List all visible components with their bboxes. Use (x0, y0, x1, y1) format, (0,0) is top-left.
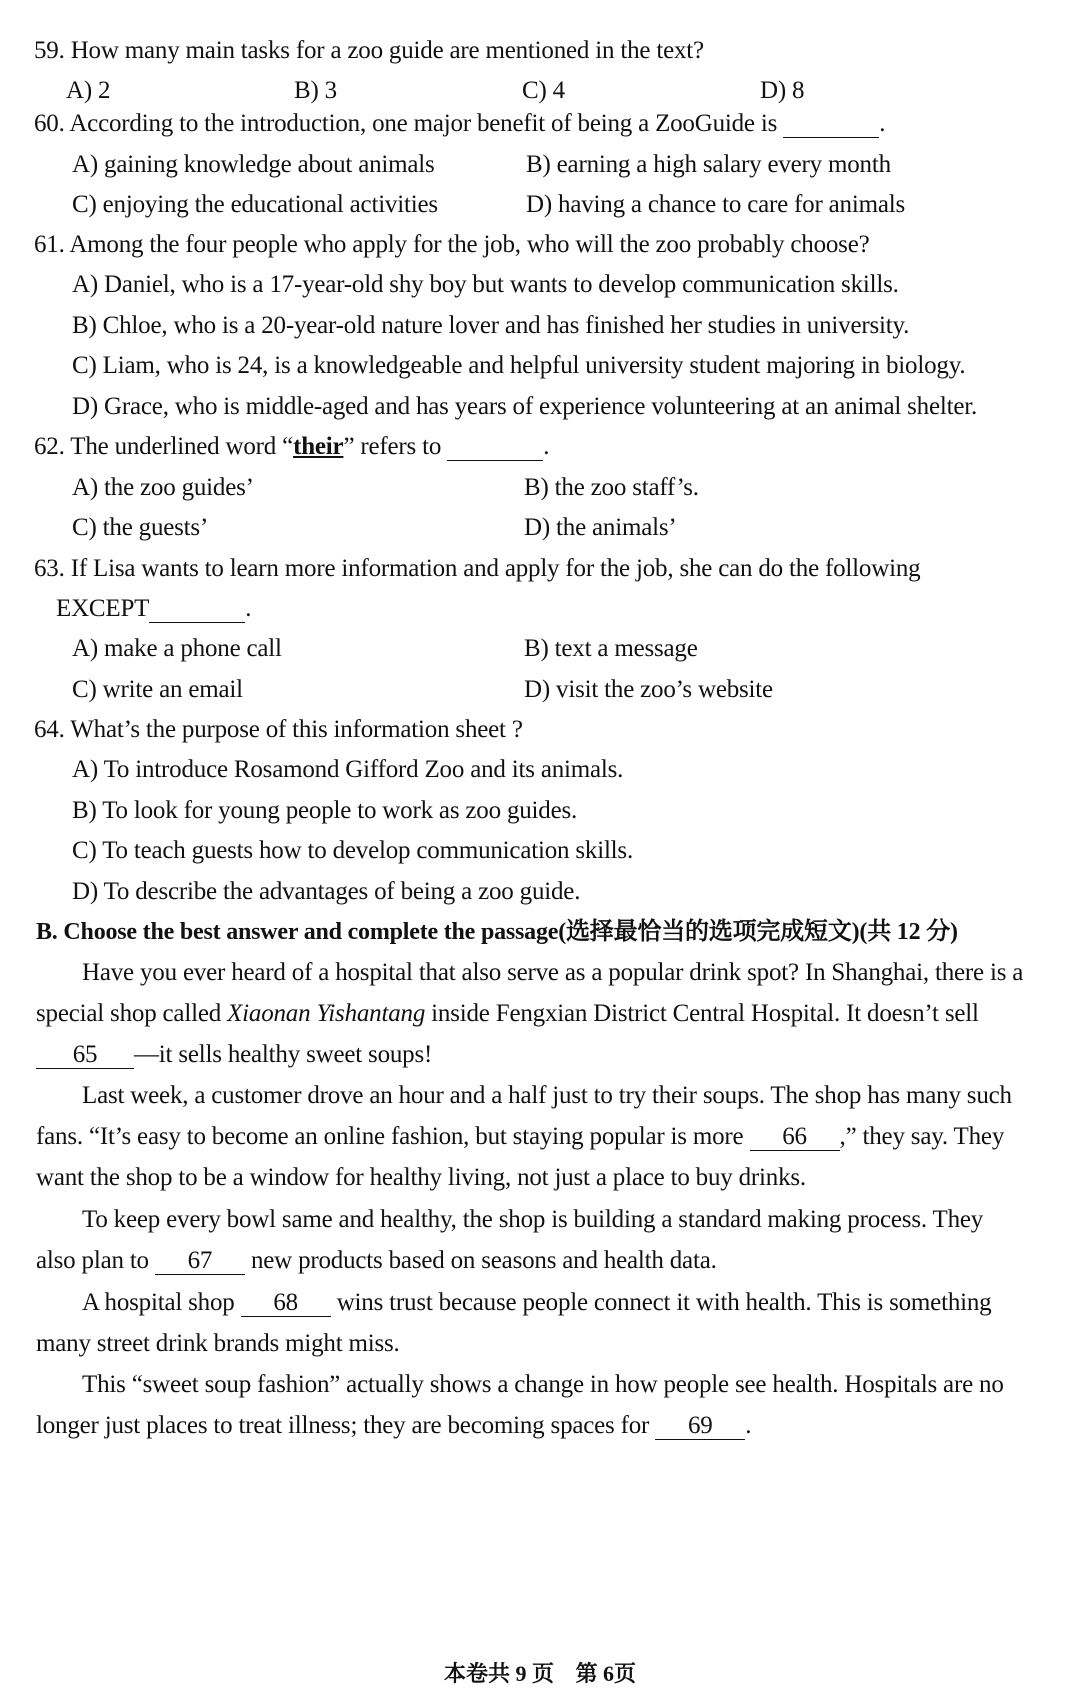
passage-p4-line2: many street drink brands might miss. (36, 1330, 400, 1357)
q60-option-b: B) earning a high salary every month (526, 151, 891, 178)
q61-option-a: A) Daniel, who is a 17-year-old shy boy but wants to develop communication skills. (72, 271, 899, 298)
question-63-stem-cont (56, 594, 251, 624)
question-62-stem (34, 432, 549, 462)
q62-option-d: D) the animals’ (524, 514, 677, 541)
p2-line2-pre: fans. “It’s easy to become an online fashion, but staying popular is more (36, 1123, 744, 1150)
section-b-heading: B. Choose the best answer and complete the passage(选择最恰当的选项完成短文)(共 12 分) (36, 919, 958, 945)
p1-line3-post: —it sells healthy sweet soups! (134, 1041, 433, 1068)
blank-65: 65 (36, 1042, 134, 1069)
passage-p2-line2 (36, 1122, 1004, 1152)
q63-option-a: A) make a phone call (72, 635, 282, 662)
q60-answer-blank (783, 111, 879, 138)
q64-option-c: C) To teach guests how to develop communication skills. (72, 837, 634, 864)
q60-option-a: A) gaining knowledge about animals (72, 151, 435, 178)
q60-stem-text: 60. According to the introduction, one major benefit of being a ZooGuide is (34, 110, 778, 137)
q61-option-c: C) Liam, who is 24, is a knowledgeable and helpful university student majoring in biology. (72, 352, 966, 379)
q63-stem-end: . (245, 595, 252, 622)
blank-66: 66 (750, 1124, 840, 1151)
q62-answer-blank (447, 434, 543, 461)
q64-option-b: B) To look for young people to work as zoo guides. (72, 797, 578, 824)
passage-p2-line3: want the shop to be a window for healthy living, not just a place to buy drinks. (36, 1164, 806, 1191)
q61-option-b: B) Chloe, who is a 20-year-old nature lover and has finished her studies in university. (72, 312, 910, 339)
passage-p2-line1: Last week, a customer drove an hour and a half just to try their soups. The shop has many such (82, 1082, 1012, 1109)
p2-line2-post: ,” they say. They (839, 1123, 1005, 1150)
passage-p1-line2 (36, 999, 979, 1029)
passage-p3-line1: To keep every bowl same and healthy, the shop is building a standard making process. They (82, 1206, 984, 1233)
q59-option-a: A) 2 (66, 77, 111, 104)
blank-67: 67 (155, 1248, 245, 1275)
question-63-stem: 63. If Lisa wants to learn more information and apply for the job, she can do the following (34, 555, 921, 582)
q62-stem-pre: 62. The underlined word “ (34, 433, 294, 460)
question-59-stem: 59. How many main tasks for a zoo guide are mentioned in the text? (34, 37, 704, 64)
passage-p3-line2 (36, 1246, 717, 1276)
p5-line2-pre: longer just places to treat illness; they are becoming spaces for (36, 1412, 650, 1439)
p4-line1-pre: A hospital shop (82, 1289, 235, 1316)
p1-line2-post: inside Fengxian District Central Hospital. It doesn’t sell (425, 1000, 979, 1027)
passage-p4-line1 (82, 1288, 991, 1318)
p3-line2-post: new products based on seasons and health data. (250, 1247, 717, 1274)
q60-option-d: D) having a chance to care for animals (526, 191, 906, 218)
question-60-stem (34, 109, 885, 139)
q63-answer-blank (149, 596, 245, 623)
q63-option-c: C) write an email (72, 676, 243, 703)
q64-option-d: D) To describe the advantages of being a zoo guide. (72, 878, 581, 905)
p3-line2-pre: also plan to (36, 1247, 149, 1274)
blank-68: 68 (241, 1290, 331, 1317)
q62-option-a: A) the zoo guides’ (72, 474, 254, 501)
q62-underlined-word: their (293, 433, 344, 460)
blank-69: 69 (655, 1413, 745, 1440)
q64-option-a: A) To introduce Rosamond Gifford Zoo and its animals. (72, 756, 624, 783)
passage-p1-line1: Have you ever heard of a hospital that also serve as a popular drink spot? In Shanghai, there is a (82, 959, 1024, 986)
q63-except: EXCEPT (56, 595, 150, 622)
q63-option-d: D) visit the zoo’s website (524, 676, 773, 703)
p1-line2-pre: special shop called (36, 1000, 228, 1027)
passage-p1-line3 (36, 1040, 432, 1070)
q61-option-d: D) Grace, who is middle-aged and has years of experience volunteering at an animal shelter. (72, 393, 978, 420)
footer-total-pages: 本卷共 9 页 (443, 1661, 554, 1686)
q62-option-c: C) the guests’ (72, 514, 209, 541)
p4-line1-post: wins trust because people connect it with health. This is something (336, 1289, 992, 1316)
q62-stem-post: ” refers to (343, 433, 442, 460)
p5-line2-post: . (745, 1412, 752, 1439)
q60-option-c: C) enjoying the educational activities (72, 191, 438, 218)
passage-p5-line2 (36, 1411, 751, 1441)
question-64-stem: 64. What’s the purpose of this information sheet ? (34, 716, 523, 743)
shop-name: Xiaonan Yishantang (227, 1000, 426, 1027)
q63-option-b: B) text a message (524, 635, 698, 662)
page-footer (0, 1660, 1080, 1688)
q59-option-d: D) 8 (760, 77, 805, 104)
footer-page-number: 第 6页 (575, 1661, 637, 1686)
q59-option-c: C) 4 (522, 77, 565, 104)
q62-option-b: B) the zoo staff’s. (524, 474, 699, 501)
q59-option-b: B) 3 (294, 77, 337, 104)
q62-stem-end: . (543, 433, 550, 460)
question-61-stem: 61. Among the four people who apply for the job, who will the zoo probably choose? (34, 231, 870, 258)
q60-stem-end: . (879, 110, 886, 137)
passage-p5-line1: This “sweet soup fashion” actually shows a change in how people see health. Hospitals are no (82, 1371, 1004, 1398)
